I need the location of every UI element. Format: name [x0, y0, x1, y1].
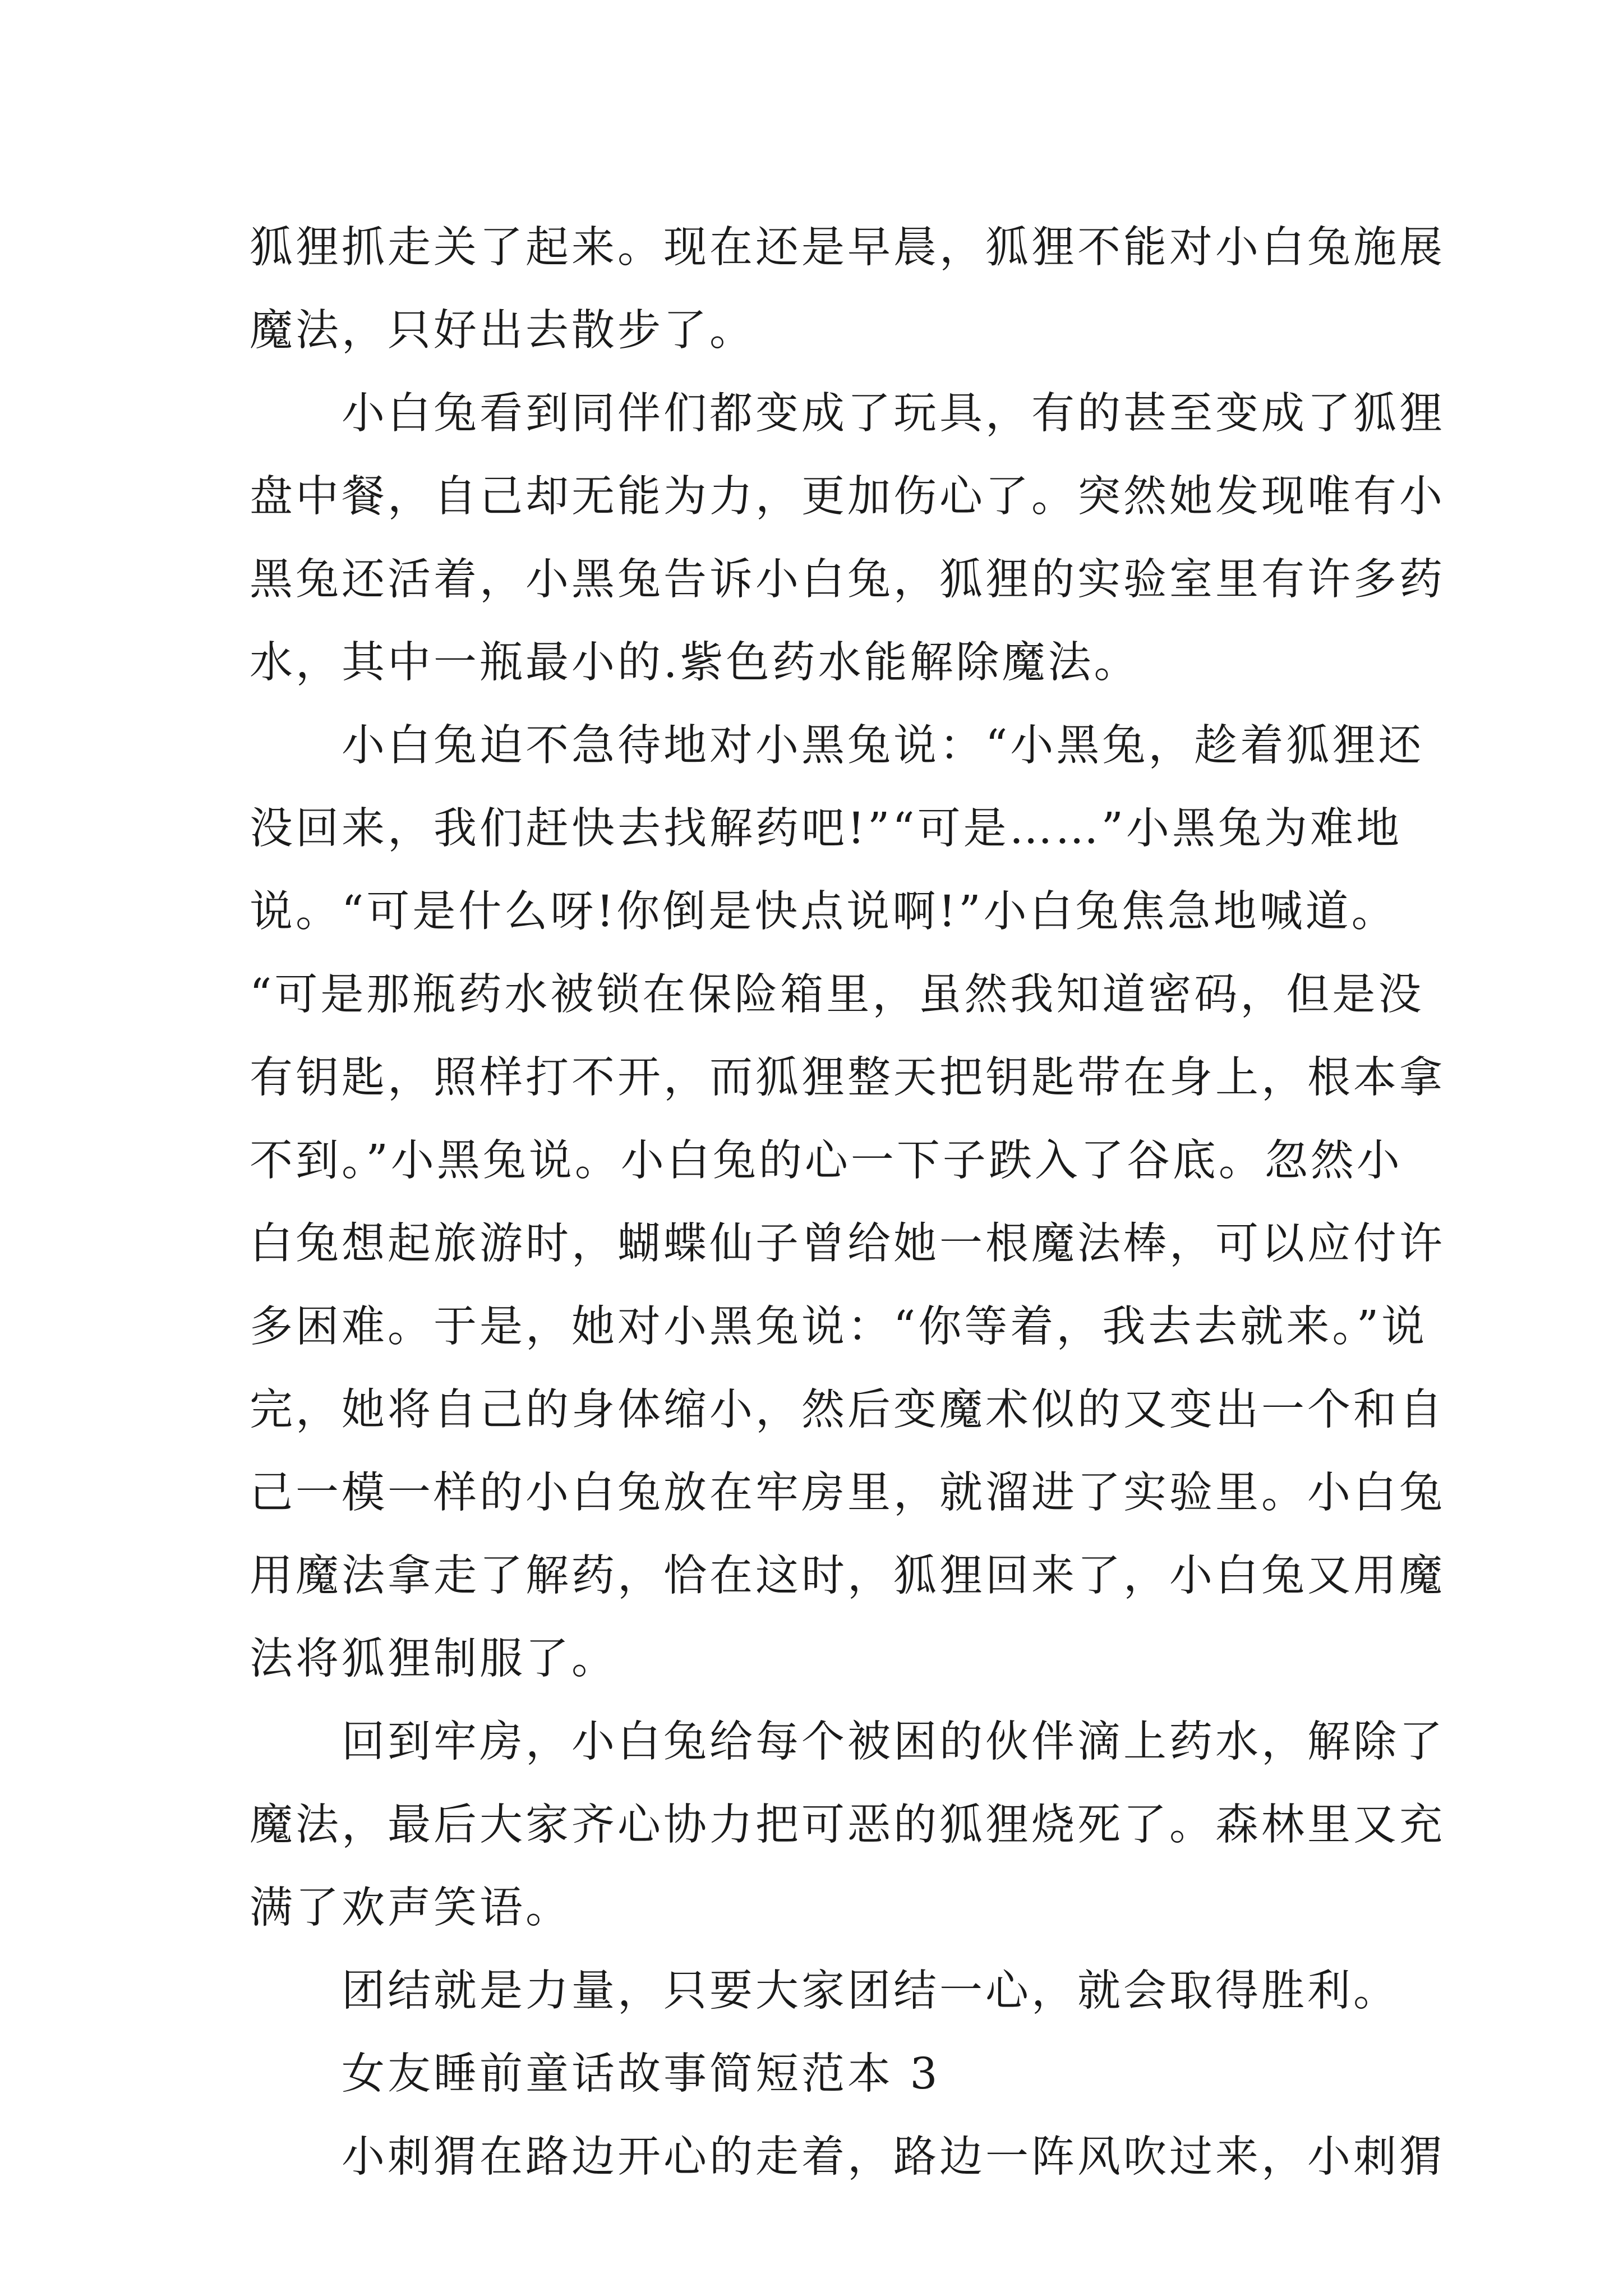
section-heading — [250, 2033, 1388, 2116]
text-line: 魔法，只好出去散步了。 — [250, 306, 755, 356]
paragraph-moral — [250, 1950, 1399, 2033]
text-line: “可是那瓶药水被锁在保险箱里，虽然我知道密码，但是没 — [250, 970, 1424, 1020]
paragraph-continuation — [250, 206, 1445, 372]
text-line: 完，她将自己的身体缩小，然后变魔术似的又变出一个和自 — [250, 1385, 1445, 1435]
text-line: 黑兔还活着，小黑兔告诉小白兔，狐狸的实验室里有许多药 — [250, 555, 1445, 605]
text-line: 法将狐狸制服了。 — [250, 1634, 617, 1684]
text-line: 水，其中一瓶最小的.紫色药水能解除魔法。 — [250, 638, 1140, 688]
text-line: 小刺猬在路边开心的走着，路边一阵风吹过来，小刺猬 — [342, 2132, 1445, 2182]
document-body — [250, 206, 1445, 2199]
paragraph-companions-turned-toys — [250, 372, 1445, 705]
section-title: 女友睡前童话故事简短范本 3 — [342, 2049, 940, 2099]
paragraph-finding-antidote — [250, 705, 1445, 1701]
text-line: 满了欢声笑语。 — [250, 1883, 571, 1933]
text-line: 团结就是力量，只要大家团结一心，就会取得胜利。 — [342, 1966, 1399, 2016]
paragraph-rescue — [250, 1701, 1445, 1950]
paragraph-hedgehog-story — [250, 2116, 1445, 2199]
text-line: 盘中餐，自己却无能为力，更加伤心了。突然她发现唯有小 — [250, 472, 1445, 522]
text-line: 小白兔迫不急待地对小黑兔说：“小黑兔，趁着狐狸还 — [342, 721, 1424, 771]
text-line: 白兔想起旅游时，蝴蝶仙子曾给她一根魔法棒，可以应付许 — [250, 1219, 1445, 1269]
text-line: 狐狸抓走关了起来。现在还是早晨，狐狸不能对小白兔施展 — [250, 223, 1445, 273]
text-line: 说。“可是什么呀!你倒是快点说啊!”小白兔焦急地喊道。 — [250, 887, 1398, 937]
text-line: 没回来，我们赶快去找解药吧!”“可是……”小黑兔为难地 — [250, 804, 1403, 854]
text-line: 用魔法拿走了解药，恰在这时，狐狸回来了，小白兔又用魔 — [250, 1551, 1445, 1601]
text-line: 多困难。于是，她对小黑兔说：“你等着，我去去就来。”说 — [250, 1302, 1428, 1352]
text-line: 魔法，最后大家齐心协力把可恶的狐狸烧死了。森林里又充 — [250, 1800, 1445, 1850]
text-line: 回到牢房，小白兔给每个被困的伙伴滴上药水，解除了 — [342, 1717, 1445, 1767]
text-line: 己一模一样的小白兔放在牢房里，就溜进了实验里。小白兔 — [250, 1468, 1445, 1518]
text-line: 不到。”小黑兔说。小白兔的心一下子跌入了谷底。忽然小 — [250, 1136, 1403, 1186]
text-line: 小白兔看到同伴们都变成了玩具，有的甚至变成了狐狸 — [342, 389, 1445, 439]
text-line: 有钥匙，照样打不开，而狐狸整天把钥匙带在身上，根本拿 — [250, 1053, 1445, 1103]
